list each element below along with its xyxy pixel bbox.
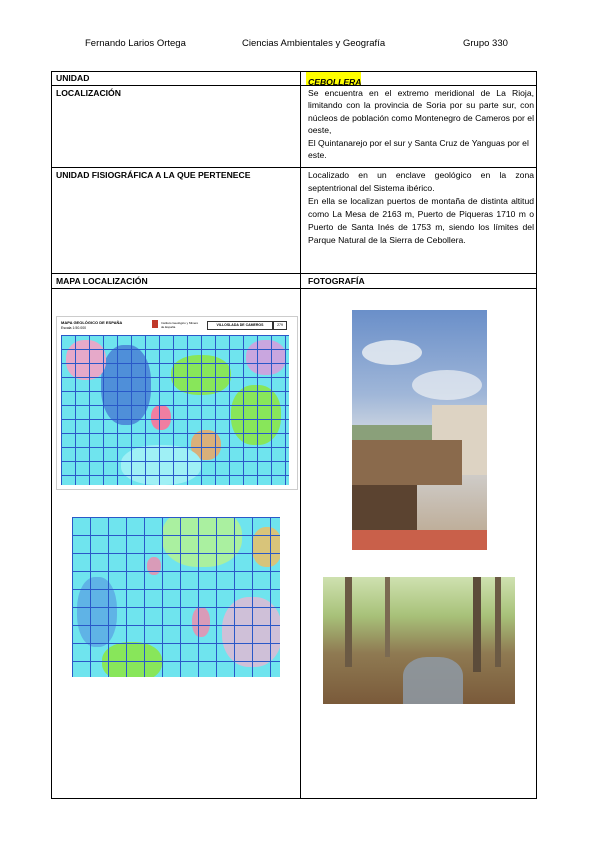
- fisiografica-paragraph: Localizado en un enclave geológico en la zona septentrional del Sistema ibérico.: [308, 170, 534, 193]
- column-divider: [300, 72, 301, 798]
- author-name: Fernando Larios Ortega: [85, 38, 186, 49]
- fisiografica-paragraph: En ella se localizan puertos de montaña de distinta altitud como La Mesa de 2163 m, Puerto de Piqueras 1710 m o Puerto de Santa Inés de 1753 m, siendo los límites del Parque Natural de la Sierra de Cebollera.: [308, 196, 534, 245]
- localizacion-label: LOCALIZACIÓN: [56, 88, 121, 98]
- group-name: Grupo 330: [463, 38, 508, 49]
- localizacion-text: [308, 87, 534, 161]
- map-sheet-number: 279: [273, 321, 287, 330]
- row-divider: [52, 273, 536, 274]
- row-divider: [52, 167, 536, 168]
- geological-map-detail: [72, 517, 280, 677]
- map-institute: Instituto Geológico y Minero de España: [161, 321, 199, 329]
- unidad-highlight: [306, 72, 361, 85]
- foto-label: FOTOGRAFÍA: [308, 276, 365, 286]
- subject-name: Ciencias Ambientales y Geografía: [242, 38, 386, 49]
- unidad-value: CEBOLLERA: [308, 77, 362, 87]
- row-divider: [52, 85, 536, 86]
- village-photo: [352, 310, 487, 550]
- geological-map-sheet: [56, 316, 298, 490]
- mapa-label: MAPA LOCALIZACIÓN: [56, 276, 148, 286]
- map-scale: Escala 1:50.000: [61, 326, 87, 330]
- map-sheet-name: VILLOSLADA DE CAMEROS: [207, 321, 273, 330]
- row-divider: [52, 288, 536, 289]
- igme-logo-icon: [152, 320, 158, 328]
- localizacion-paragraph: El Quintanarejo por el sur y Santa Cruz de Yanguas por el este.: [308, 137, 529, 161]
- localizacion-paragraph: Se encuentra en el extremo meridional de La Rioja, limitando con la provincia de Soria por su parte sur, con núcleos de población como Montenegro de Cameros por el oeste,: [308, 88, 534, 136]
- forest-photo: [323, 577, 515, 704]
- map-title: MAPA GEOLÓGICO DE ESPAÑA: [61, 320, 123, 325]
- map-area: [61, 335, 289, 485]
- unidad-label: UNIDAD: [56, 73, 90, 83]
- fisiografica-label: UNIDAD FISIOGRÁFICA A LA QUE PERTENECE: [56, 170, 251, 180]
- fisiografica-text: [308, 169, 534, 247]
